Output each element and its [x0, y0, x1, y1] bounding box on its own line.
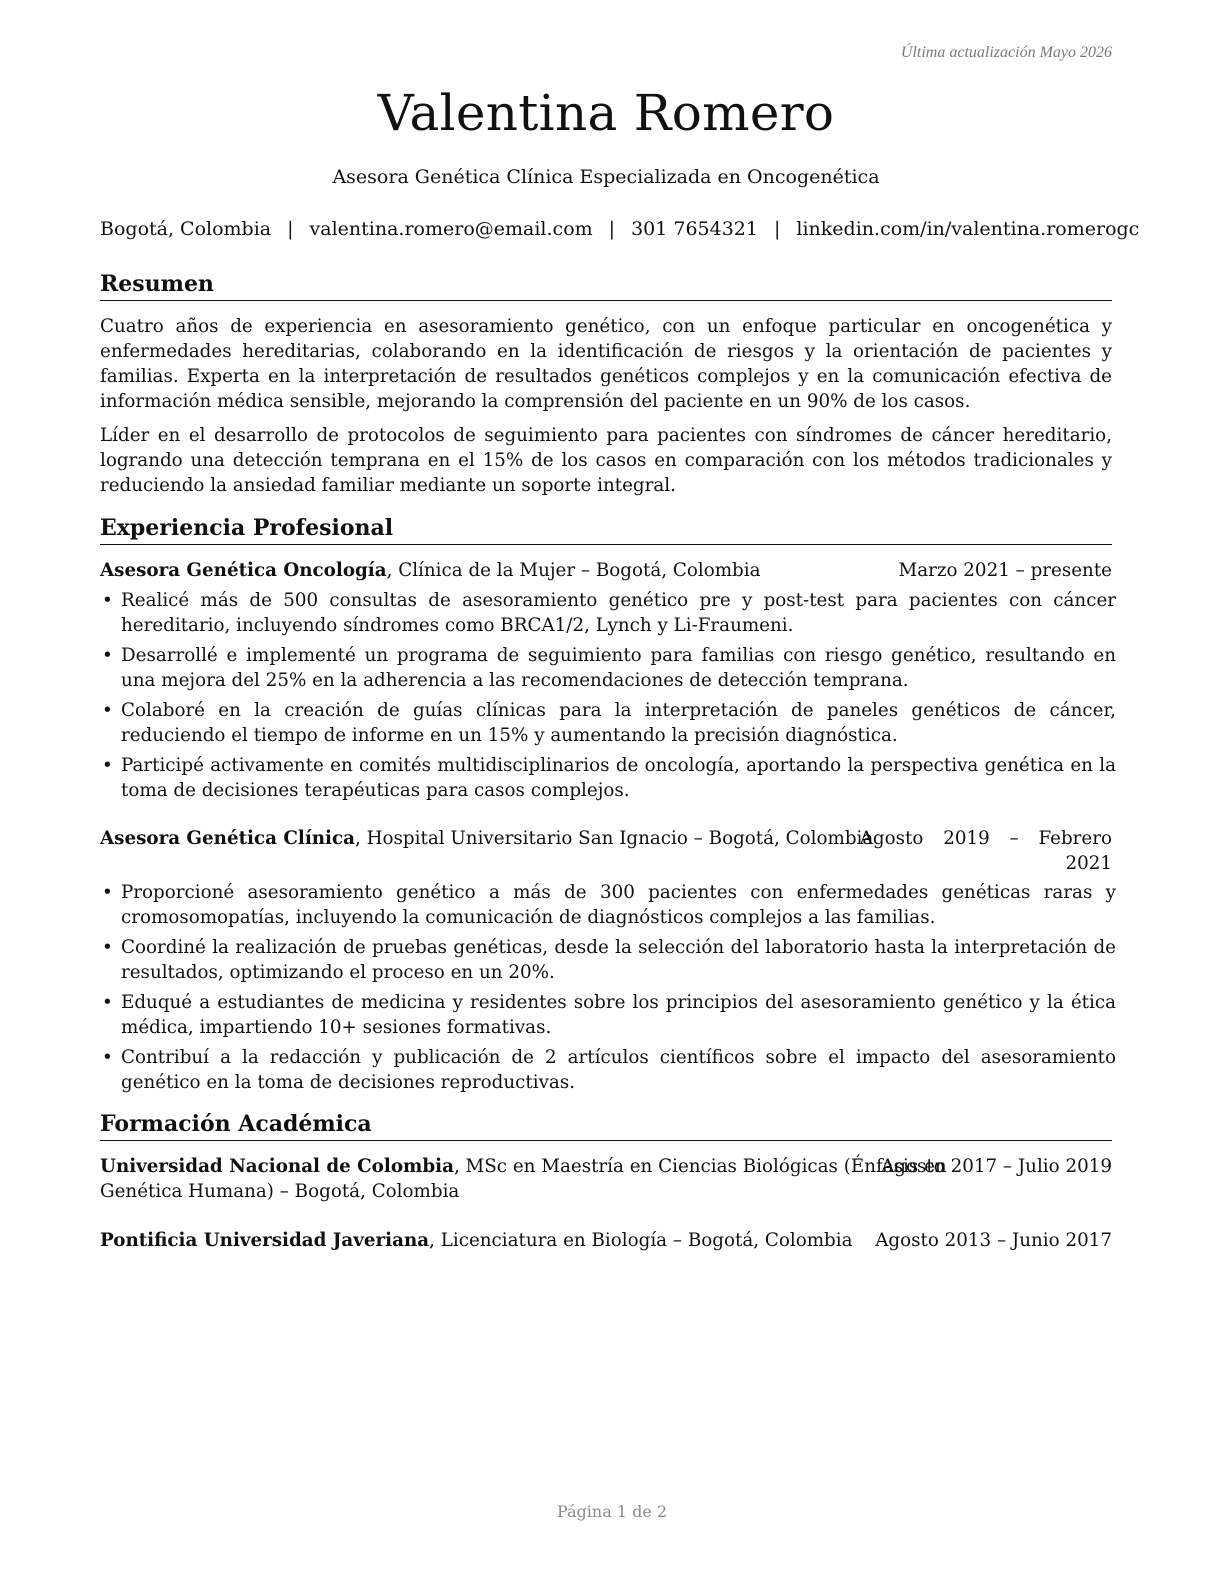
- education-dates: Agosto 2013 – Junio 2017: [875, 1230, 1112, 1251]
- contact-phone: 301 7654321: [631, 218, 758, 240]
- job-dates-line-2: 2021: [1065, 853, 1112, 874]
- contact-line: [100, 218, 1140, 240]
- education-dates: Agosto 2017 – Julio 2019: [881, 1156, 1112, 1177]
- education-detail: , Licenciatura en Biología – Bogotá, Colombia: [429, 1230, 853, 1251]
- job-bullet: • Proporcioné asesoramiento genético a más de 300 pacientes con enfermedades genéticas raras y cromosomopatías, incluyendo la comunicación de diagnósticos complejos a las familias.: [100, 880, 1116, 930]
- education-detail-continued: Genética Humana) – Bogotá, Colombia: [100, 1181, 460, 1202]
- contact-linkedin[interactable]: linkedin.com/in/valentina.romerogc: [796, 218, 1140, 240]
- job-bullet: • Participé activamente en comités multidisciplinarios de oncología, aportando la perspectiva genética en la toma de decisiones terapéuticas para casos complejos.: [100, 753, 1116, 803]
- job-bullet: • Desarrollé e implementé un programa de seguimiento para familias con riesgo genético, resultando en una mejora del 25% en la adherencia a las recomendaciones de detección temprana.: [100, 643, 1116, 693]
- summary-paragraph-1: Cuatro años de experiencia en asesoramiento genético, con un enfoque particular en oncogenética y enfermedades hereditarias, colaborando en la identificación de riesgos y la orientación de pacientes y familias. Experta en la interpretación de resultados genéticos complejos y en la comunicación efectiva de información médica sensible, mejorando la comprensión del paciente en un 90% de los casos.: [100, 316, 1112, 412]
- contact-separator: |: [608, 218, 616, 240]
- job-place: , Hospital Universitario San Ignacio – Bogotá, Colombia: [354, 828, 874, 849]
- job-bullet: • Realicé más de 500 consultas de asesoramiento genético pre y post-test para pacientes con cáncer hereditario, incluyendo síndromes como BRCA1/2, Lynch y Li-Fraumeni.: [100, 588, 1116, 638]
- section-title-summary: Resumen: [100, 270, 1112, 301]
- candidate-name: Valentina Romero: [377, 84, 835, 142]
- contact-email[interactable]: valentina.romero@email.com: [309, 218, 593, 240]
- job-bullet-list: [100, 588, 1116, 808]
- job-bullet: • Coordiné la realización de pruebas genéticas, desde la selección del laboratorio hasta la interpretación de resultados, optimizando el proceso en un 20%.: [100, 935, 1116, 985]
- contact-location: Bogotá, Colombia: [100, 218, 272, 240]
- contact-separator: |: [774, 218, 781, 240]
- job-bullet: • Eduqué a estudiantes de medicina y residentes sobre los principios del asesoramiento genético y la ética médica, impartiendo 10+ sesiones formativas.: [100, 990, 1116, 1040]
- job-role: Asesora Genética Oncología: [100, 560, 387, 581]
- job-bullet: • Contribuí a la redacción y publicación de 2 artículos científicos sobre el impacto del asesoramiento genético en la toma de decisiones reproductivas.: [100, 1045, 1116, 1095]
- summary-paragraph-2: Líder en el desarrollo de protocolos de seguimiento para pacientes con síndromes de cáncer hereditario, logrando una detección temprana en el 15% de los casos en comparación con los métodos tradicionales y reduciendo la ansiedad familiar mediante un soporte integral.: [100, 425, 1112, 496]
- education-entry: [100, 1154, 1112, 1204]
- section-title-education: Formación Académica: [100, 1110, 1112, 1141]
- last-updated-note: Última actualización Mayo 2026: [900, 44, 1112, 61]
- education-institution: Universidad Nacional de Colombia: [100, 1156, 454, 1177]
- job-dates: Marzo 2021 – presente: [898, 560, 1112, 581]
- job-dates-line-1: Agosto 2019 – Febrero: [859, 828, 1112, 849]
- job-bullet-list: [100, 880, 1116, 1100]
- job-bullet: • Colaboré en la creación de guías clínicas para la interpretación de paneles genéticos de cáncer, reduciendo el tiempo de informe en un 15% y aumentando la precisión diagnóstica.: [100, 698, 1116, 748]
- education-institution: Pontificia Universidad Javeriana: [100, 1230, 430, 1251]
- job-place: , Clínica de la Mujer – Bogotá, Colombia: [386, 560, 761, 581]
- page-number: Página 1 de 2: [556, 1502, 668, 1521]
- contact-separator: |: [287, 218, 294, 240]
- section-title-experience: Experiencia Profesional: [100, 514, 1112, 545]
- education-detail: , MSc en Maestría en Ciencias Biológicas (Énfasis en: [453, 1156, 947, 1177]
- candidate-title: Asesora Genética Clínica Especializada en Oncogenética: [332, 166, 880, 188]
- job-header: [100, 826, 1112, 876]
- job-role: Asesora Genética Clínica: [100, 828, 355, 849]
- job-dates: [860, 826, 1112, 876]
